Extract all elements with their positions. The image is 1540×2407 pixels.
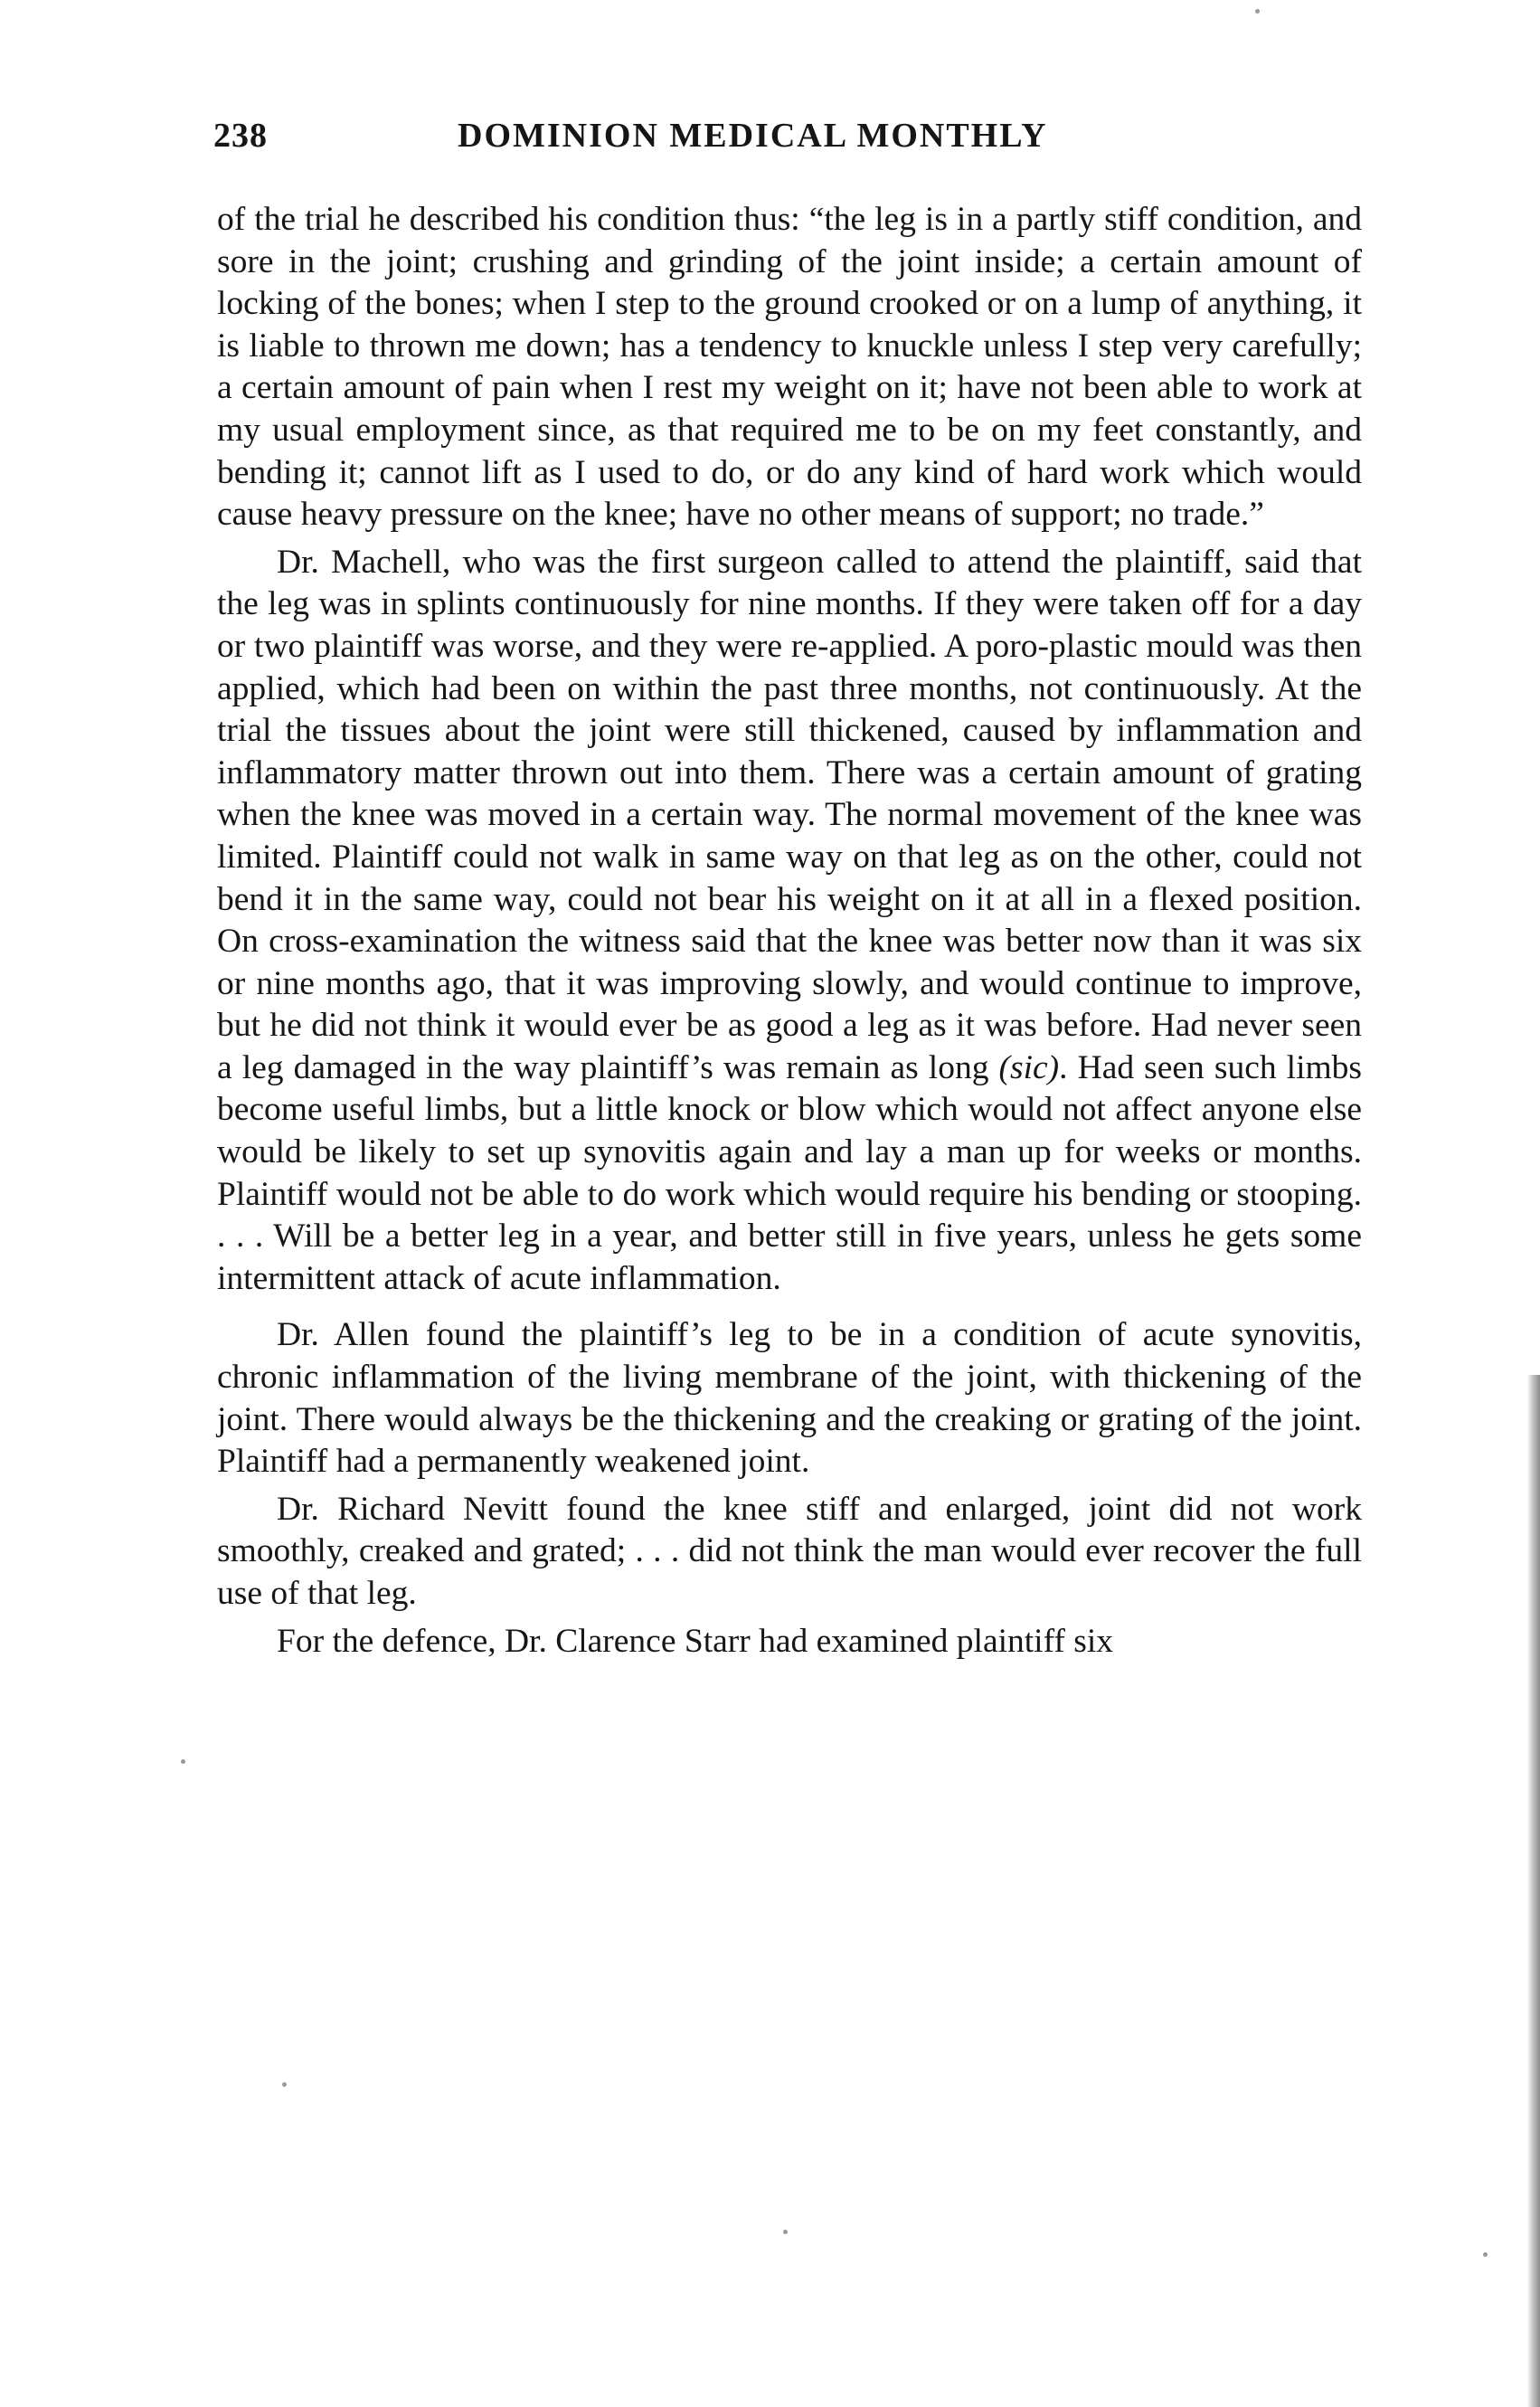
paragraph-text: Dr. Allen found the plaintiff’s leg to be in a condition of acute synovitis, chronic inflammation of the living membrane of the joint, with thickening of the joint. There would always be the thickening and the creaking or grating of the joint. Plaintiff had a permanently weakened joint. bbox=[217, 1316, 1362, 1481]
article-body bbox=[217, 199, 1362, 1663]
scan-speck bbox=[1483, 2252, 1488, 2257]
scan-shadow-edge bbox=[1527, 1375, 1540, 2407]
running-head bbox=[213, 116, 1371, 170]
paragraph-allen bbox=[217, 1314, 1362, 1483]
journal-title: DOMINION MEDICAL MONTHLY bbox=[458, 117, 1048, 155]
scan-speck bbox=[1255, 9, 1260, 14]
scan-speck bbox=[783, 2230, 788, 2234]
paragraph-text: Dr. Machell, who was the first surgeon called to attend the plaintiff, said that the leg was in splints continuously for nine months. If they were taken off for a day or two plaintiff was worse, and they were re-applied. A poro-plastic mould was then applied, which had been on within the past three months, not continuously. At the trial the tissues about the joint were still thickened, caused by inflammation and inflammatory matter thrown out into them. There was a certain amount of grating when the knee was moved in a certain way. The normal movement of the knee was limited. Plaintiff could not walk in same way on that leg as on the other, could not bend it in the same way, could not bear his weight on it at all in a flexed position. On cross-examination the witness said that the knee was better now than it was six or nine months ago, that it was improving slowly, and would continue to improve, but he did not think it would ever be as good a leg as it was before. Had never seen a leg damaged in the way plaintiff’s was remain as long bbox=[217, 543, 1362, 1086]
sic-note: (sic) bbox=[998, 1048, 1060, 1086]
scan-speck bbox=[282, 2082, 287, 2087]
paragraph-testimony bbox=[217, 199, 1362, 536]
paragraph-defence bbox=[217, 1621, 1362, 1663]
paragraph-text: Dr. Richard Nevitt found the knee stiff and enlarged, joint did not work smoothly, creaked and grated; . . . did not think the man would ever recover the full use of that leg. bbox=[217, 1490, 1362, 1612]
paragraph-text: For the defence, Dr. Clarence Starr had examined plaintiff six bbox=[277, 1622, 1114, 1660]
paragraph-text: of the trial he described his condition thus: “the leg is in a partly stiff condition, and sore in the joint; crushing and grinding of the joint inside; a certain amount of locking of the bones; when I step to the ground crooked or on a lump of anything, it is liable to thrown me down; has a tendency to knuckle unless I step very carefully; a certain amount of pain when I rest my weight on it; have not been able to work at my usual employment since, as that required me to be on my feet constantly, and bending it; cannot lift as I used to do, or do any kind of hard work which would cause heavy pressure on the knee; have no other means of support; no trade.” bbox=[217, 201, 1362, 534]
paragraph-text-continued: . Had seen such limbs become useful limbs, but a little knock or blow which would not affect anyone else would be likely to set up synovitis again and lay a man up for weeks or months. Plaintiff would not be able to do work which would require his bending or stooping. . . . Will be a better leg in a year, and better still in five years, unless he gets some intermittent attack of acute inflammation. bbox=[217, 1048, 1363, 1297]
scan-speck bbox=[181, 1759, 185, 1764]
page-number: 238 bbox=[213, 117, 268, 155]
paragraph-machell bbox=[217, 542, 1362, 1301]
paragraph-nevitt bbox=[217, 1489, 1362, 1616]
